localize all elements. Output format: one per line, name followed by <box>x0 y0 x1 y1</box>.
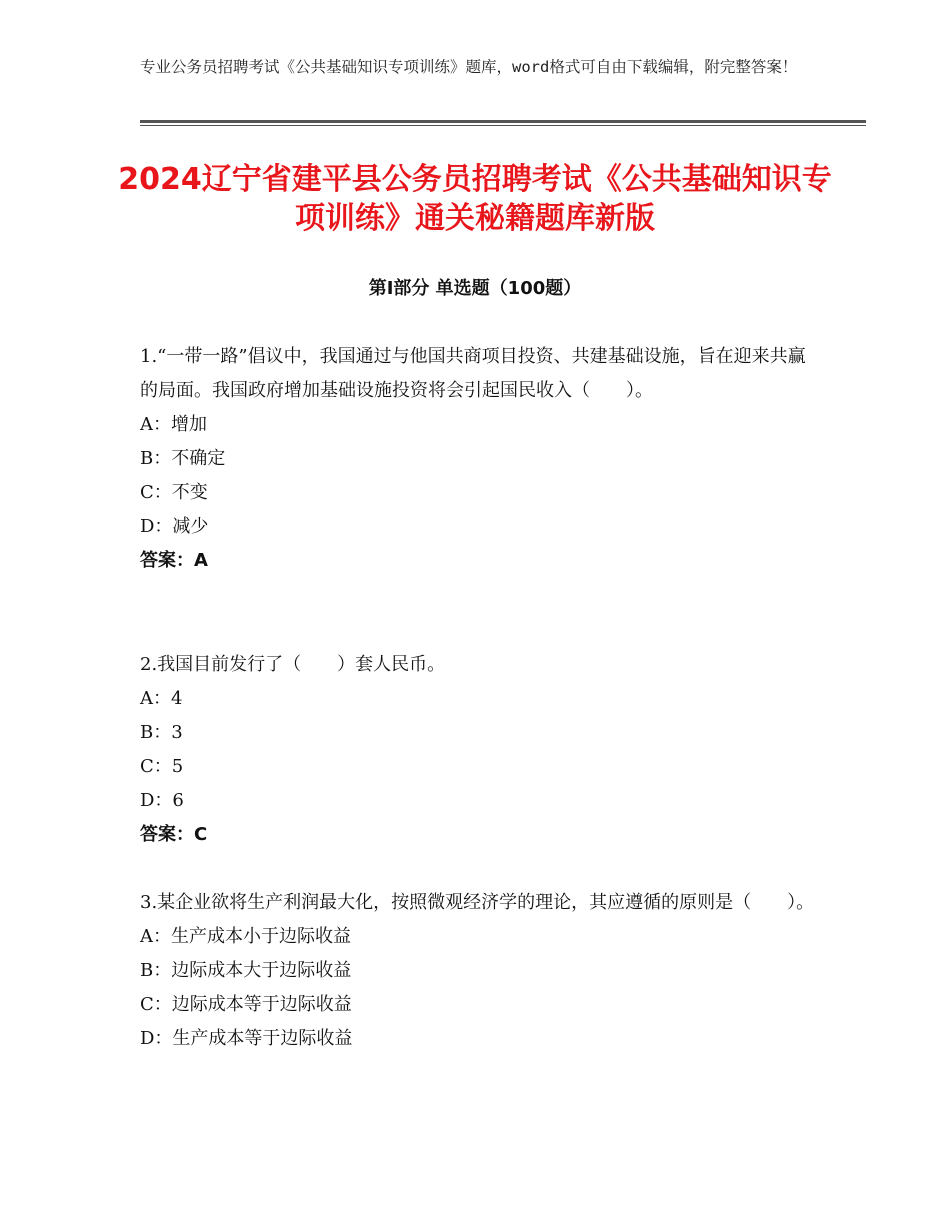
option-a: A：4 <box>140 688 183 709</box>
header-divider-thin <box>140 125 866 126</box>
question-2 <box>140 648 820 852</box>
question-text: 1.“一带一路”倡议中，我国通过与他国共商项目投资、共建基础设施，旨在迎来共赢的局面。我国政府增加基础设施投资将会引起国民收入（ ）。 <box>140 346 806 401</box>
question-text: 3.某企业欲将生产利润最大化，按照微观经济学的理论，其应遵循的原则是（ ）。 <box>140 892 815 913</box>
question-text: 2.我国目前发行了（ ）套人民币。 <box>140 654 446 675</box>
option-b: B：边际成本大于边际收益 <box>140 960 352 981</box>
option-c: C：5 <box>140 756 184 777</box>
answer: 答案：A <box>140 550 208 571</box>
answer: 答案：C <box>140 824 208 845</box>
option-c: C：不变 <box>140 482 208 503</box>
option-c: C：边际成本等于边际收益 <box>140 994 352 1015</box>
question-1 <box>140 340 820 578</box>
header-note: 专业公务员招聘考试《公共基础知识专项训练》题库，word格式可自由下载编辑，附完整答案！ <box>140 58 798 76</box>
option-a: A：增加 <box>140 414 207 435</box>
option-d: D：6 <box>140 790 184 811</box>
section-heading: 第Ⅰ部分 单选题（100题） <box>368 278 582 299</box>
option-b: B：3 <box>140 722 183 743</box>
option-a: A：生产成本小于边际收益 <box>140 926 351 947</box>
header-divider-thick <box>140 120 866 123</box>
question-3 <box>140 886 820 1056</box>
option-b: B：不确定 <box>140 448 226 469</box>
option-d: D：生产成本等于边际收益 <box>140 1028 353 1049</box>
document-title: 2024辽宁省建平县公务员招聘考试《公共基础知识专项训练》通关秘籍题库新版 <box>118 162 832 236</box>
option-d: D：减少 <box>140 516 209 537</box>
